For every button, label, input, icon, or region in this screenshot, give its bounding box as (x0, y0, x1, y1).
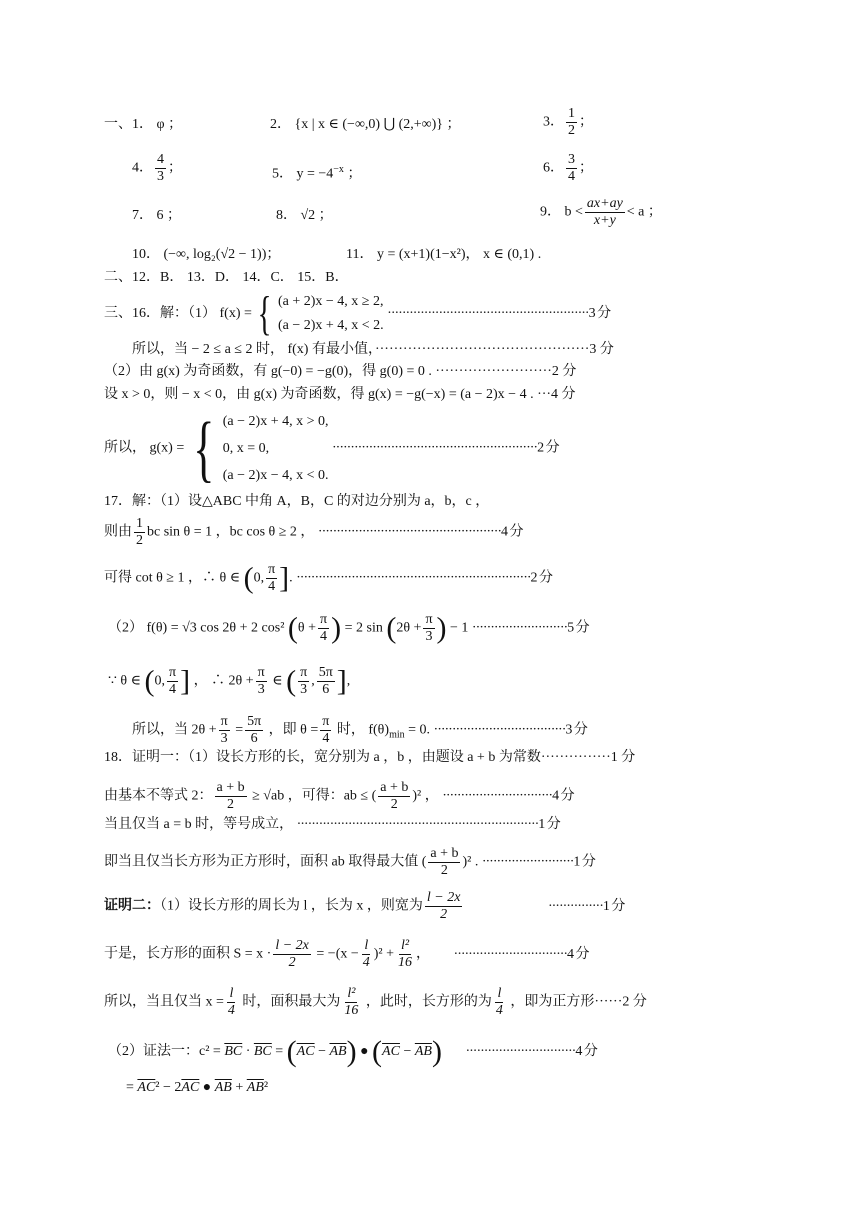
right-paren: ) (331, 611, 342, 645)
problem-17-line-2: 则由 $\frac{1}{2}$ bc sin θ = 1 ，bc cos θ ≥ 2 ， ··················································4 分 (104, 516, 523, 548)
answer-3: 3． $\frac{1}{2}$ ； (543, 106, 593, 138)
fraction: $\frac{\pi}{4}$ (268, 562, 276, 594)
problem-18-line-2: 由基本不等式 2： $\frac{a + b}{2}$ ≥ √ab ，可得：ab ≤ ( $\frac{a + b}{2}$ )² ， ······························4 分 (104, 780, 574, 812)
answer-1: 一、1． φ ； (104, 117, 183, 132)
answer-8: 8． √2 ； (276, 208, 333, 223)
answer-4: 4． $\frac{4}{3}$ ； (132, 152, 182, 184)
problem-18-line-1: 18．证明一：（1）设长方形的长，宽分别为 a ，b ，由题设 a + b 为常数···············1 分 (104, 750, 636, 765)
answer-7: 7． 6 ； (132, 208, 181, 223)
problem-18-proof2-line-3: 所以，当且仅当 x = $\frac{l}{4}$ 时，面积最大为 $\frac{\text{l²}}{16}$ ，此时，长方形的为 $\frac{l}{4}$ ，即为正方形······2 分 (104, 986, 647, 1018)
fraction: $\frac{a + b}{2}$ (430, 846, 459, 878)
fraction: $\frac{ax+ay}{x+y}$ (586, 196, 623, 228)
fraction: $\frac{1}{2}$ (136, 516, 143, 548)
fraction: $\frac{1}{2}$ (568, 106, 575, 138)
fraction: $\frac{l}{4}$ (227, 986, 235, 1018)
right-bracket: ] (279, 561, 290, 595)
left-paren: ( (372, 1035, 383, 1068)
left-paren: ( (386, 611, 397, 645)
cases: (a − 2)x + 4, x > 0, 0, x = 0, (a − 2)x − 4, x < 0. (222, 414, 329, 483)
problem-17-line-3: 可得 cot θ ≥ 1 ，∴ θ ∈ (0, $\frac{\pi}{4}$ ]. ································································2 分 (104, 561, 553, 595)
problem-18-part2-line-1: （2）证法一：$c^2 = \overline{BC} \cdot \overline{BC} = (\overline{AC} - \overline{AB})$ ● $(\overline{AC} - \overline{AB}) \cdot\cdot\cdot\cdot\cdot\cdot\cdot\cdot\cdot\cdot\cdot\cdot\cdot\cdot\cdot\cdot\cdot\cdot\cdot\cdot\cdot\cdot\cdot\cdot\cdot\cdot\cdot\cdot\cdot\cdot 4$ 分 (108, 1035, 597, 1068)
problem-18-part2-line-2: = $\overline{AC}^2 - 2\overline{AC}$ ● $\overline{AB} + \overline{AB}^2$ (126, 1080, 269, 1095)
right-paren: ) (431, 1035, 442, 1068)
answer-5: 5． $y = -4^{-x}$ ； (272, 164, 362, 182)
problem-18-line-4: 即当且仅当长方形为正方形时，面积 ab 取得最大值 ( $\frac{a + b}{2}$ )² . ·························1 分 (104, 846, 595, 878)
right-bracket: ] (336, 664, 347, 698)
fraction: $\frac{l - 2x}{2}$ (275, 938, 309, 970)
problem-17-line-6: 所以，当 2θ + $\frac{\pi}{3}$ = $\frac{5\pi}{6}$ ，即 θ = $\frac{\pi}{4}$ 时， $f(\theta)_{min} = 0$. ····································3 分 (132, 714, 587, 746)
left-paren: ( (286, 1035, 297, 1068)
fraction: $\frac{l}{4}$ (362, 938, 370, 970)
answer-2: 2． {x | x ∈ (−∞,0) ⋃ (2,+∞)} ； (270, 117, 461, 132)
problem-16-line-2: 所以，当 − 2 ≤ a ≤ 2 时， f(x) 有最小值，··············································3 分 (132, 342, 614, 357)
fraction: $\frac{a + b}{2}$ (380, 780, 409, 812)
problem-17-line-1: 17．解：（1）设△ABC 中角 A，B，C 的对边分别为 a，b，c ， (104, 494, 490, 509)
right-paren: ) (346, 1035, 357, 1068)
fraction: $\frac{l}{4}$ (495, 986, 503, 1018)
answer-10: 10． (−∞, log₂(√2 − 1))； (132, 247, 281, 262)
fraction: $\frac{\text{l²}}{16}$ (344, 986, 359, 1018)
fraction: $\frac{\pi}{3}$ (425, 612, 433, 644)
left-paren: ( (287, 611, 298, 645)
fraction: $\frac{\pi}{3}$ (257, 665, 265, 697)
right-bracket: ] (180, 664, 191, 698)
left-paren: ( (144, 664, 155, 698)
fraction: $\frac{\pi}{4}$ (320, 612, 328, 644)
fraction: $\frac{\pi}{4}$ (322, 714, 330, 746)
problem-16-piecewise: 三、16．解：（1） f(x) = { (a + 2)x − 4, x ≥ 2, (a − 2)x + 4, x < 2. ·······················································3 分 (104, 287, 611, 340)
fraction: $\frac{\pi}{3}$ (300, 665, 308, 697)
problem-17-line-4: （2） f(θ) = √3 cos 2θ + 2 cos² (θ + $\frac{\pi}{4}$ ) = 2 sin (2θ + $\frac{\pi}{3}$ ) − 1 ··························5 分 (108, 611, 589, 645)
problem-16-g-piecewise: 所以， g(x) = { (a − 2)x + 4, x > 0, 0, x = 0, (a − 2)x − 4, x < 0. ························································2 分 (104, 407, 559, 490)
brace: { (192, 407, 215, 490)
problem-16-line-4: 设 x > 0，则 − x < 0，由 g(x) 为奇函数，得 g(x) = −g(−x) = (a − 2)x − 4 . ···4 分 (104, 387, 576, 402)
fraction: $\frac{4}{3}$ (157, 152, 164, 184)
problem-18-line-3: 当且仅当 a = b 时，等号成立， ··································································1 分 (104, 817, 560, 832)
problem-18-proof2-line-1: 证明二：（1）设长方形的周长为 l ，长为 x ，则宽为 $\frac{l - 2x}{2}$ ···············1 分 (104, 890, 625, 922)
cases: (a + 2)x − 4, x ≥ 2, (a − 2)x + 4, x < 2. (277, 294, 384, 333)
problem-17-line-5: ∵ θ ∈ (0, $\frac{\pi}{4}$ ] ， ∴ 2θ + $\frac{\pi}{3}$ ∈ ( $\frac{\pi}{3}$ , $\frac{5\pi}{6}$ ], (108, 664, 351, 698)
fraction: $\frac{a + b}{2}$ (216, 780, 245, 812)
right-paren: ) (436, 611, 447, 645)
fraction: $\frac{l - 2x}{2}$ (426, 890, 461, 922)
fraction: $\frac{\pi}{3}$ (220, 714, 228, 746)
problem-16-line-3: （2）由 g(x) 为奇函数，有 g(−0) = −g(0)，得 g(0) = 0 . ·························2 分 (104, 364, 577, 379)
answer-9: 9． b < $\frac{ax+ay}{x+y}$ < a ； (540, 196, 662, 228)
part2-answers: 二、12．B． 13．D． 14．C． 15．B． (104, 270, 349, 285)
problem-18-proof2-line-2: 于是，长方形的面积 S = x · $\frac{l - 2x}{2}$ = −(x − $\frac{l}{4}$ )² + $\frac{\text{l²}}{16}$ ， ·······························4 分 (104, 938, 589, 970)
answer-6: 6． $\frac{3}{4}$ ； (543, 152, 593, 184)
fraction: $\frac{\text{l²}}{16}$ (398, 938, 413, 970)
fraction: $\frac{5\pi}{6}$ (247, 714, 262, 746)
brace: { (258, 287, 272, 340)
fraction: $\frac{3}{4}$ (568, 152, 575, 184)
left-paren: ( (286, 664, 297, 698)
left-paren: ( (243, 561, 254, 595)
fraction: $\frac{5\pi}{6}$ (318, 665, 333, 697)
fraction: $\frac{\pi}{4}$ (168, 665, 177, 697)
answer-11: 11． y = (x+1)(1−x²)， x ∈ (0,1) . (346, 247, 542, 262)
